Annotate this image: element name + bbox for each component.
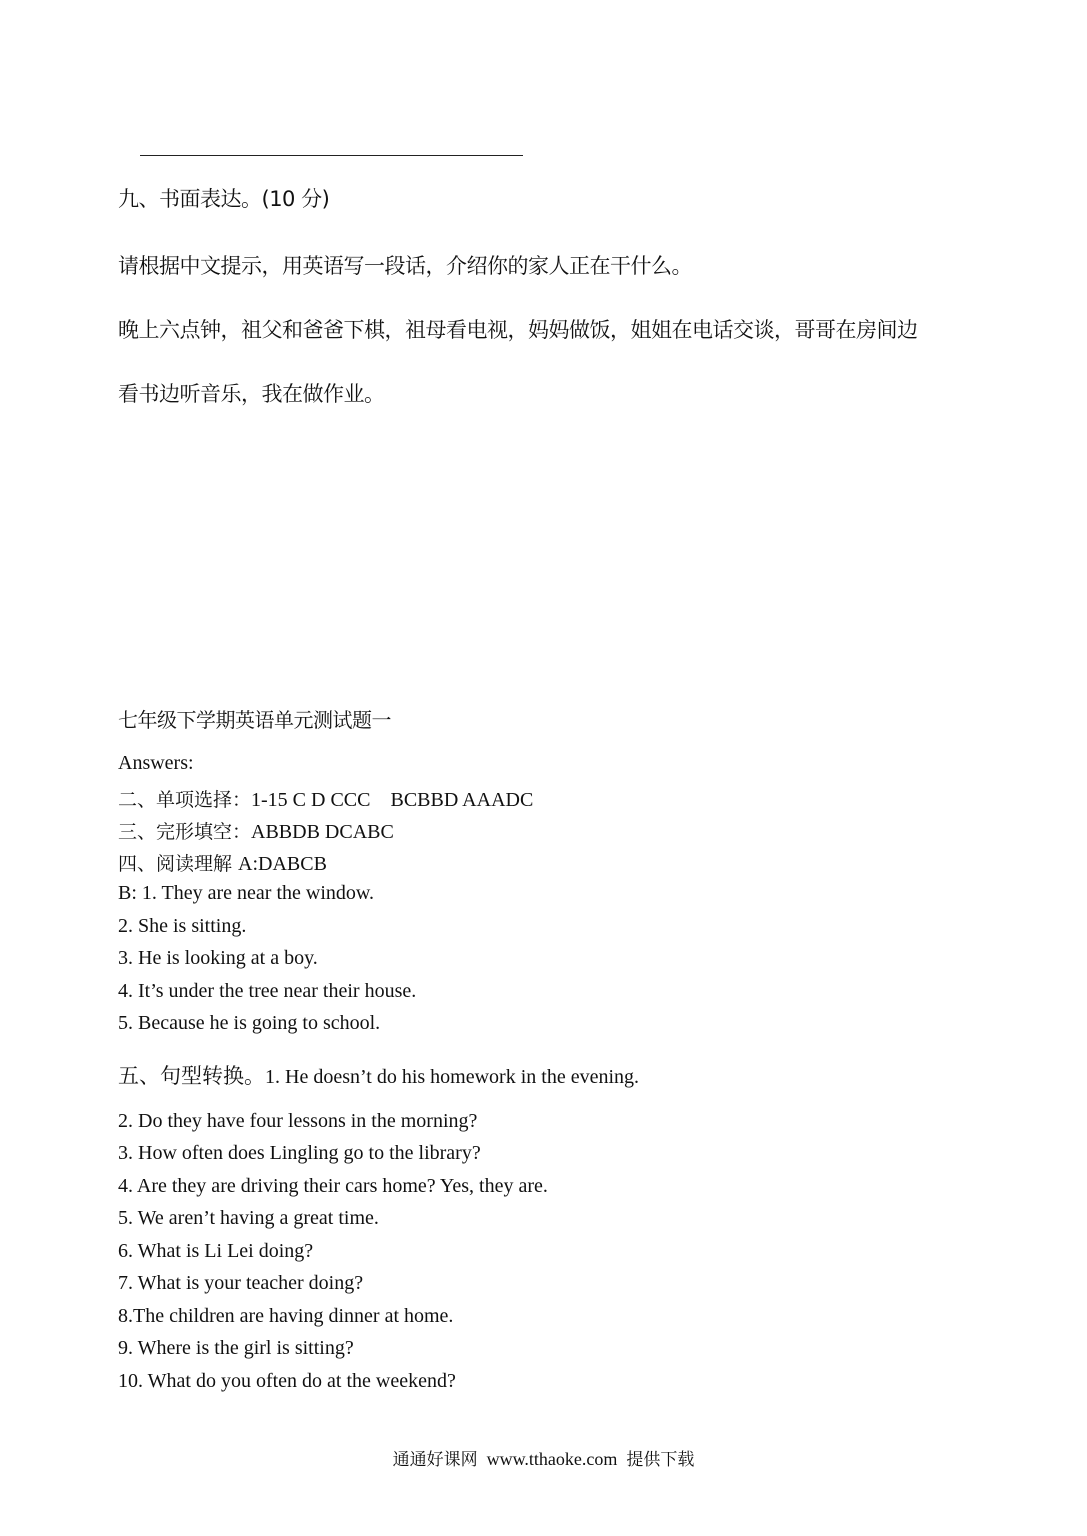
transform-answer: 5. We aren’t having a great time. [118, 1207, 379, 1229]
footer-url[interactable]: www.tthaoke.com [486, 1449, 618, 1469]
reading-b-answer: 2. She is sitting. [118, 915, 247, 937]
reading-label: 四、阅读理解 [118, 853, 239, 875]
transform-answer: 3. How often does Lingling go to the library? [118, 1142, 481, 1164]
answer-line [140, 155, 523, 156]
answers-reading [118, 849, 327, 876]
footer-suffix: 提供下载 [626, 1450, 695, 1470]
reading-b-answer: 4. It’s under the tree near their house. [118, 980, 417, 1002]
page-footer [0, 1445, 1087, 1470]
transform-answer: 7. What is your teacher doing? [118, 1272, 364, 1294]
answers-transform [118, 1060, 639, 1090]
answer-key-title: 七年级下学期英语单元测试题一 [118, 708, 391, 732]
transform-answer: 10. What do you often do at the weekend? [118, 1370, 456, 1392]
cloze-answers: ABBDB DCABC [251, 821, 394, 843]
transform-answer: 1. He doesn’t do his homework in the evening. [265, 1066, 640, 1088]
transform-label: 五、句型转换。 [118, 1064, 265, 1088]
reading-b-answer: B: 1. They are near the window. [118, 882, 375, 904]
transform-answer: 2. Do they have four lessons in the morning? [118, 1110, 478, 1132]
transform-answer: 8.The children are having dinner at home. [118, 1305, 454, 1327]
transform-answer: 4. Are they are driving their cars home? Yes, they are. [118, 1175, 548, 1197]
answers-single-choice [118, 785, 533, 812]
writing-prompt-line-1: 晚上六点钟，祖父和爸爸下棋，祖母看电视，妈妈做饭，姐姐在电话交谈，哥哥在房间边 [118, 318, 918, 342]
footer-site-name: 通通好课网 [392, 1450, 478, 1470]
writing-prompt-line-2: 看书边听音乐，我在做作业。 [118, 382, 385, 406]
reading-answers: A:DABCB [238, 853, 327, 875]
transform-answer: 6. What is Li Lei doing? [118, 1240, 314, 1262]
single-choice-answers: 1-15 C D CCC BCBBD AAADC [251, 789, 534, 811]
answers-cloze [118, 817, 394, 844]
transform-answer: 9. Where is the girl is sitting? [118, 1337, 354, 1359]
writing-instruction: 请根据中文提示，用英语写一段话，介绍你的家人正在干什么。 [118, 254, 692, 278]
cloze-label: 三、完形填空： [118, 821, 252, 843]
section-heading-writing: 九、书面表达。(10 分) [118, 187, 330, 211]
reading-b-answer: 5. Because he is going to school. [118, 1012, 381, 1034]
answers-label: Answers: [118, 752, 194, 774]
single-choice-label: 二、单项选择： [118, 789, 252, 811]
reading-b-answer: 3. He is looking at a boy. [118, 947, 318, 969]
